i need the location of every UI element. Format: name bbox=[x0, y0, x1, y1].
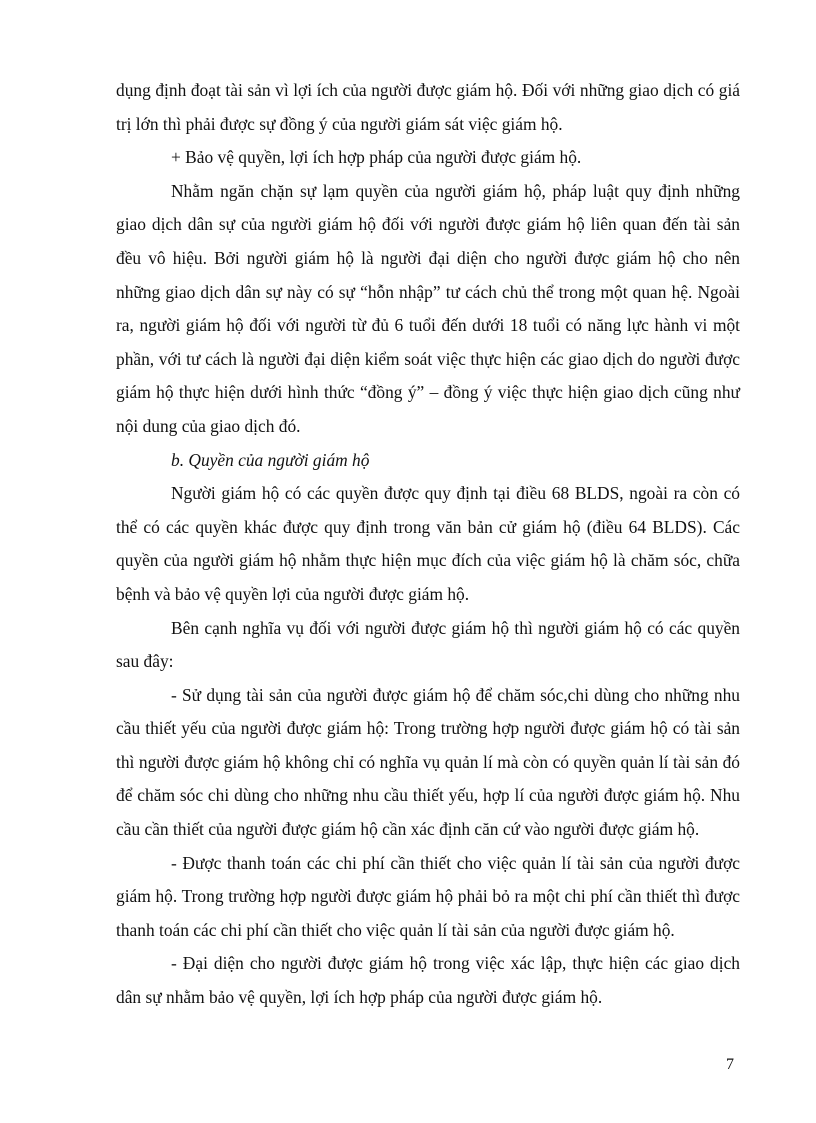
paragraph-right-use-property: - Sử dụng tài sản của người được giám hộ để chăm sóc,chi dùng cho những nhu cầu thiết yếu của người được giám hộ: Trong trường hợp người được giám hộ có tài sản thì người được giám hộ không chỉ có nghĩa vụ quản lí mà còn có quyền quản lí tài sản đó để chăm sóc chi dùng cho những nhu cầu thiết yếu, hợp lí của người được giám hộ. Nhu cầu cần thiết của người được giám hộ cần xác định căn cứ vào người được giám hộ. bbox=[116, 684, 740, 840]
page-number: 7 bbox=[726, 1056, 734, 1073]
paragraph-right-reimbursement: - Được thanh toán các chi phí cần thiết cho việc quản lí tài sản của người được giám hộ. Trong trường hợp người được giám hộ phải bỏ ra một chi phí cần thiết thì được thanh toán các chi phí cần thiết cho việc quản lí tài sản của người được giám hộ. bbox=[116, 852, 740, 940]
paragraph-bullet-protect-rights: + Bảo vệ quyền, lợi ích hợp pháp của người được giám hộ. bbox=[171, 147, 582, 168]
paragraph-guardian-rights-intro: Người giám hộ có các quyền được quy định tại điều 68 BLDS, ngoài ra còn có thể có các quyền khác được quy định trong văn bản cử giám hộ (điều 64 BLDS). Các quyền của người giám hộ nhằm thực hiện mục đích của việc giám hộ là chăm sóc, chữa bệnh và bảo vệ quyền lợi của người được giám hộ. bbox=[116, 483, 740, 604]
paragraph-abuse-prevention: Nhằm ngăn chặn sự lạm quyền của người giám hộ, pháp luật quy định những giao dịch dân sự của người giám hộ đối với người được giám hộ liên quan đến tài sản đều vô hiệu. Bởi người giám hộ là người đại diện cho người được giám hộ cho nên những giao dịch dân sự này có sự “hỗn nhập” tư cách chủ thể trong một quan hệ. Ngoài ra, người giám hộ đối với người từ đủ 6 tuổi đến dưới 18 tuổi có năng lực hành vi một phần, với tư cách là người đại diện kiểm soát việc thực hiện các giao dịch do người được giám hộ thực hiện dưới hình thức “đồng ý” – đồng ý việc thực hiện giao dịch cũng như nội dung của giao dịch đó. bbox=[116, 180, 740, 436]
paragraph-continuation: dụng định đoạt tài sản vì lợi ích của người được giám hộ. Đối với những giao dịch có giá trị lớn thì phải được sự đồng ý của người giám sát việc giám hộ. bbox=[116, 80, 740, 134]
paragraph-right-represent: - Đại diện cho người được giám hộ trong việc xác lập, thực hiện các giao dịch dân sự nhằm bảo vệ quyền, lợi ích hợp pháp của người được giám hộ. bbox=[116, 953, 740, 1008]
paragraph-obligations-and-rights: Bên cạnh nghĩa vụ đối với người được giám hộ thì người giám hộ có các quyền sau đây: bbox=[116, 617, 740, 672]
page-body bbox=[116, 74, 740, 1015]
section-heading-guardian-rights: b. Quyền của người giám hộ bbox=[171, 449, 370, 470]
